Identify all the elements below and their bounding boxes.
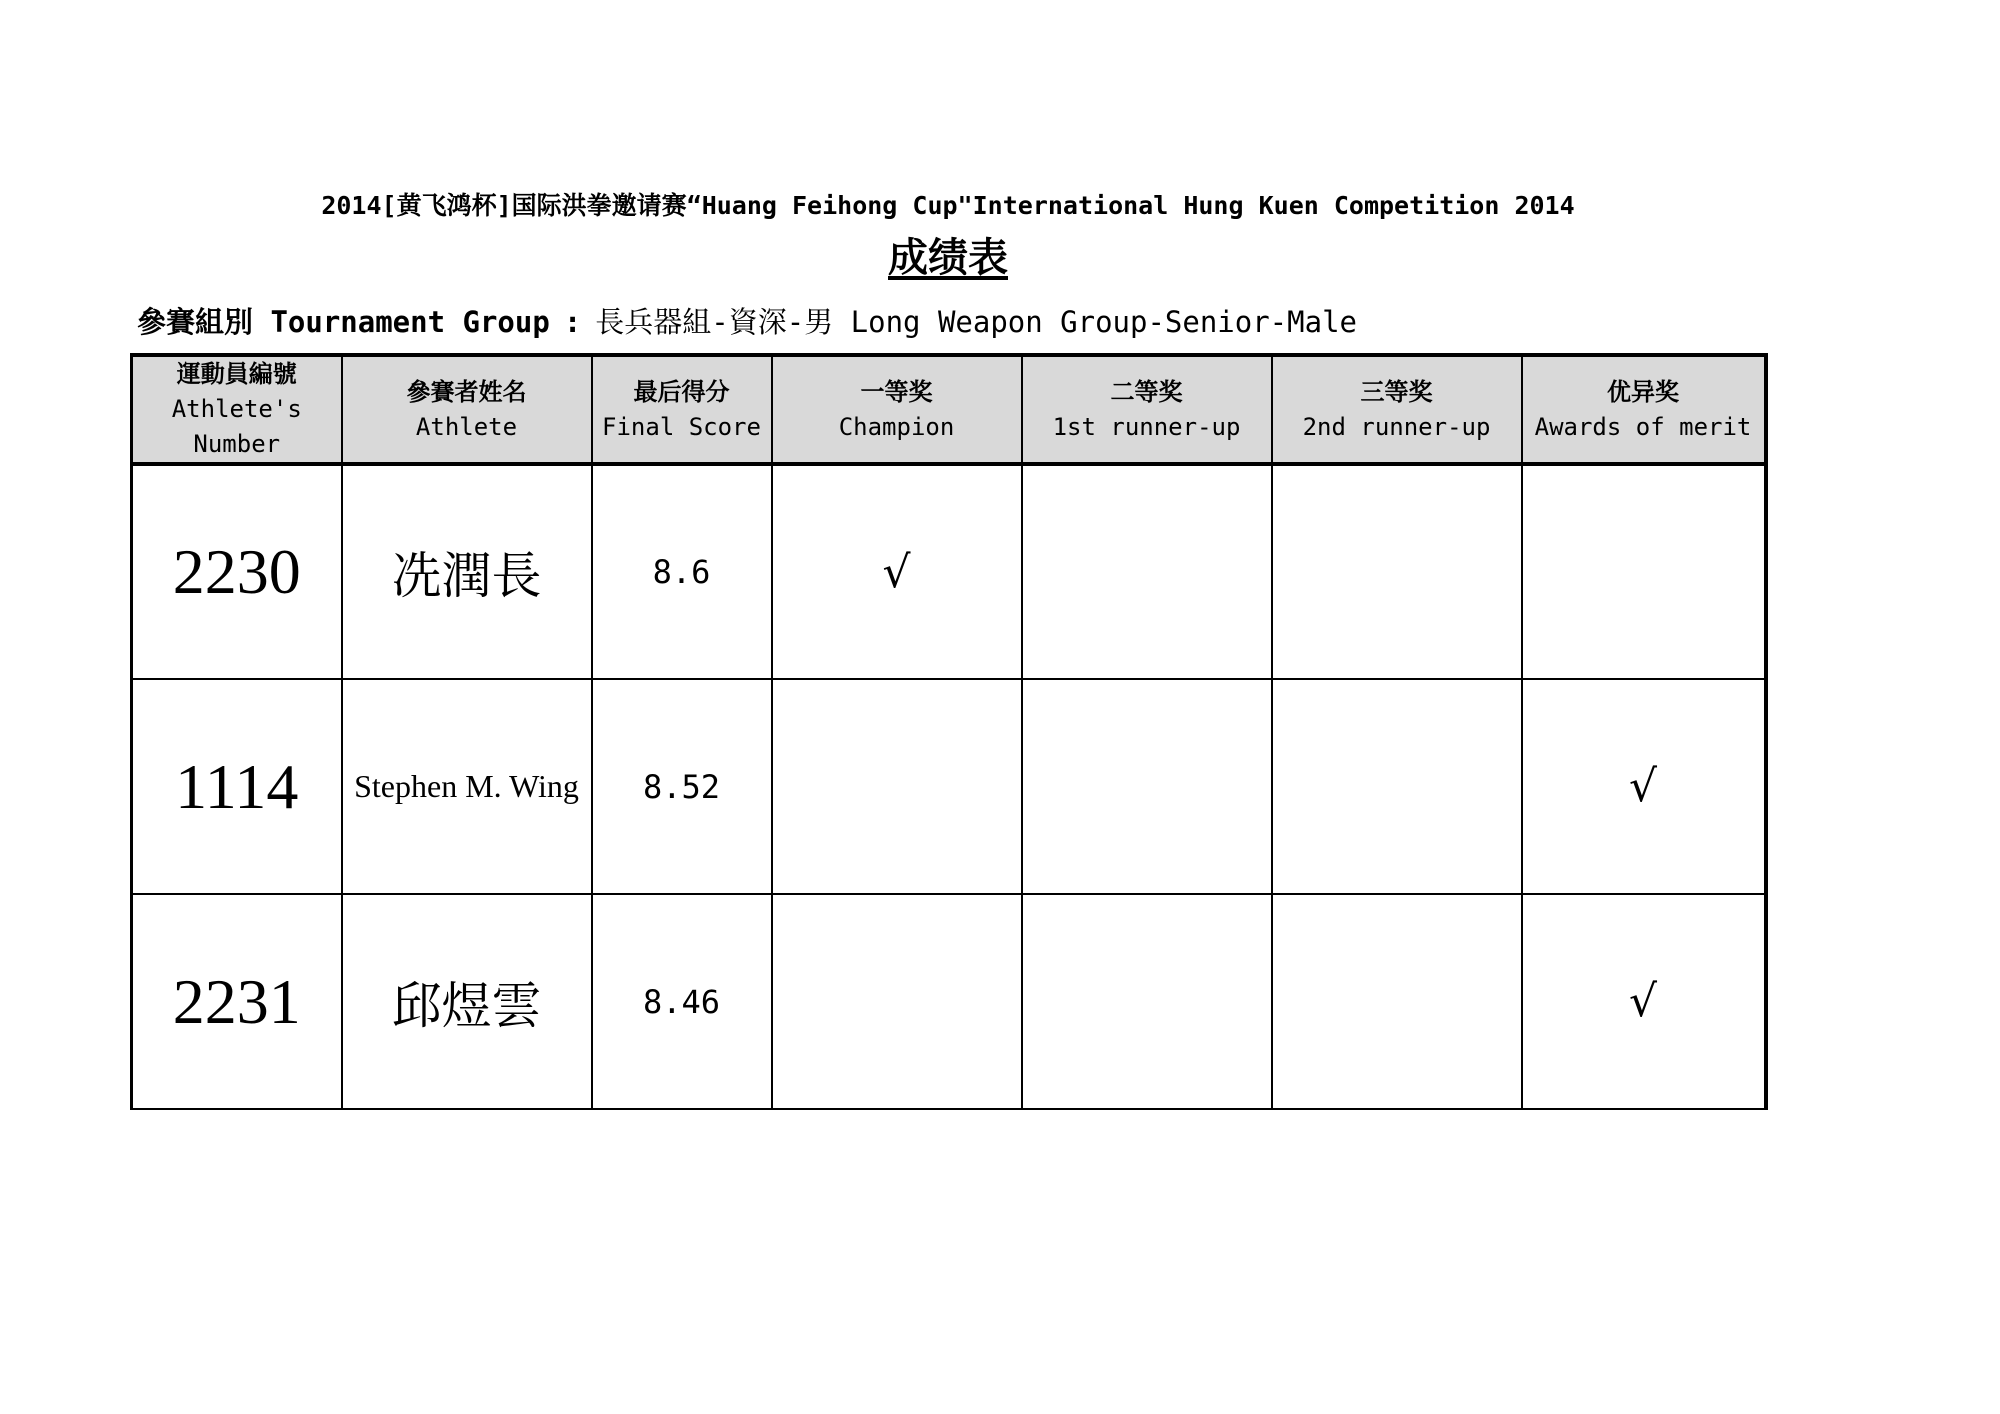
column-header-en: Champion: [838, 412, 955, 441]
column-header-zh: 參賽者姓名: [406, 377, 527, 406]
column-header-zh: 二等奖: [1110, 377, 1183, 406]
final-score-cell: 8.46: [592, 894, 772, 1109]
column-header-zh: 最后得分: [633, 377, 730, 406]
2nd-runner-up-cell: [1272, 464, 1522, 679]
column-header-zh: 運動員編號: [176, 360, 297, 388]
group-label: 參賽組別 Tournament Group: [137, 305, 550, 339]
column-header-zh: 三等奖: [1360, 377, 1433, 406]
column-header-zh: 一等奖: [860, 377, 933, 406]
column-header-merit: [1522, 355, 1766, 464]
table-row: [132, 679, 1766, 894]
tournament-group-line: [137, 300, 1357, 341]
sheet-title: 成绩表: [888, 235, 1008, 281]
final-score-cell: 8.6: [592, 464, 772, 679]
1st-runner-up-cell: [1022, 894, 1272, 1109]
column-header-number: [132, 355, 342, 464]
athlete-number-cell: 2230: [132, 464, 342, 679]
column-header-en: Awards of merit: [1534, 412, 1752, 441]
champion-cell: [772, 894, 1022, 1109]
1st-runner-up-cell: [1022, 679, 1272, 894]
table-row: [132, 894, 1766, 1109]
column-header-athlete: [342, 355, 592, 464]
group-value: 長兵器組-資深-男 Long Weapon Group-Senior-Male: [595, 305, 1357, 339]
table-row: [132, 464, 1766, 679]
champion-cell: √: [772, 464, 1022, 679]
column-header-2nd-runner-up: [1272, 355, 1522, 464]
group-separator: :: [563, 305, 582, 339]
athlete-name-cell: 邱煜雲: [342, 894, 592, 1109]
header-row: [132, 355, 1766, 464]
results-table: [130, 353, 1768, 1110]
column-header-1st-runner-up: [1022, 355, 1272, 464]
event-title: 2014[黄飞鸿杯]国际洪拳邀请赛“Huang Feihong Cup"International Hung Kuen Competition 2014: [321, 191, 1575, 220]
column-header-en: 1st runner-up: [1052, 412, 1241, 441]
column-header-en: Athlete: [415, 412, 518, 441]
column-header-en: 2nd runner-up: [1302, 412, 1491, 441]
column-header-en: Athlete's Number: [171, 395, 302, 458]
final-score-cell: 8.52: [592, 679, 772, 894]
2nd-runner-up-cell: [1272, 894, 1522, 1109]
1st-runner-up-cell: [1022, 464, 1272, 679]
merit-cell: √: [1522, 894, 1766, 1109]
athlete-name-cell: 冼潤長: [342, 464, 592, 679]
athlete-number-cell: 1114: [132, 679, 342, 894]
column-header-champion: [772, 355, 1022, 464]
merit-cell: √: [1522, 679, 1766, 894]
merit-cell: [1522, 464, 1766, 679]
2nd-runner-up-cell: [1272, 679, 1522, 894]
champion-cell: [772, 679, 1022, 894]
athlete-name-cell: Stephen M. Wing: [342, 679, 592, 894]
athlete-number-cell: 2231: [132, 894, 342, 1109]
column-header-score: [592, 355, 772, 464]
column-header-zh: 优异奖: [1607, 377, 1679, 406]
column-header-en: Final Score: [602, 412, 761, 441]
